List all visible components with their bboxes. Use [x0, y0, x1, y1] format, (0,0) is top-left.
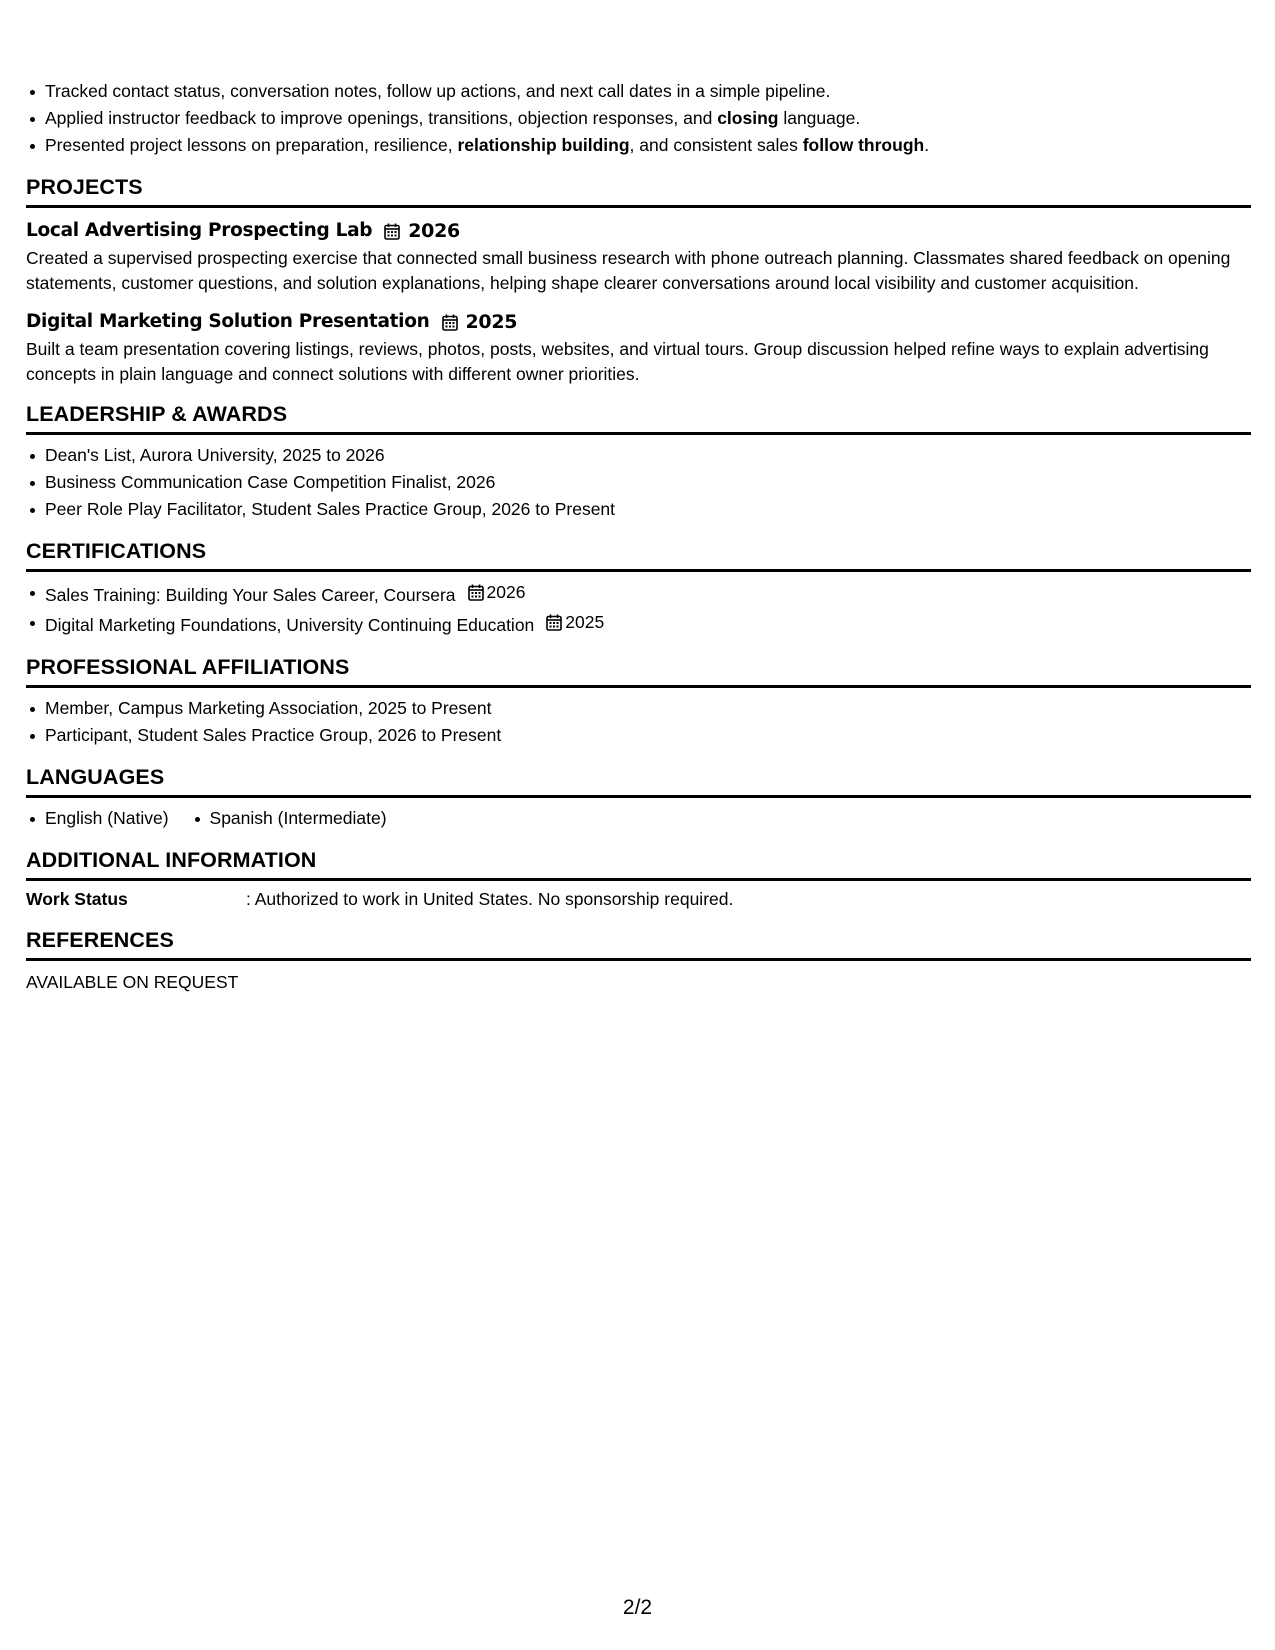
certification-year: 2026 [486, 582, 526, 602]
experience-bullet [26, 105, 1251, 132]
text-run: . [924, 135, 930, 155]
list-item: Peer Role Play Facilitator, Student Sales Practice Group, 2026 to Present [26, 496, 1251, 523]
project-description: Created a supervised prospecting exercise that connected small business research with phone outreach planning. Classmates shared feedback on opening statements, customer questions, and solution explanations, helping shape clearer conversations around local visibility and customer acquisition. [26, 248, 1231, 293]
certification-name: Digital Marketing Foundations, University Continuing Education [45, 615, 535, 635]
bold-text: relationship building [457, 135, 630, 155]
calendar-icon [468, 584, 484, 601]
experience-bullet [26, 78, 1251, 105]
affiliations-list [26, 695, 1251, 749]
list-item: Dean's List, Aurora University, 2025 to 2026 [26, 442, 1251, 469]
project-year: 2025 [465, 311, 518, 333]
experience-bullet-list [26, 78, 1251, 159]
project-year: 2026 [408, 220, 460, 242]
section-title-additional-info: ADDITIONAL INFORMATION [26, 846, 1251, 881]
certification-name: Sales Training: Building Your Sales Career, Coursera [45, 585, 456, 605]
section-title-certifications: CERTIFICATIONS [26, 537, 1251, 572]
work-status-row [26, 886, 1251, 912]
calendar-icon [546, 614, 562, 631]
list-item [26, 579, 1251, 609]
project-heading [26, 218, 1251, 244]
list-item: Participant, Student Sales Practice Group, 2026 to Present [26, 722, 1251, 749]
bold-text: closing [717, 108, 779, 128]
bold-text: follow through [802, 135, 925, 155]
experience-bullet [26, 132, 1251, 159]
references-section [26, 926, 1251, 995]
text-run: , and consistent sales [629, 135, 803, 155]
projects-section [26, 173, 1251, 386]
references-text: AVAILABLE ON REQUEST [26, 972, 239, 992]
text-run: Presented project lessons on preparation, resilience, [45, 135, 458, 155]
text-run: Tracked contact status, conversation notes, follow up actions, and next call dates in a simple pipeline. [45, 81, 831, 101]
additional-info-section [26, 846, 1251, 912]
affiliations-section [26, 653, 1251, 749]
calendar-icon [442, 314, 458, 331]
section-title-references: REFERENCES [26, 926, 1251, 961]
calendar-icon [384, 223, 400, 240]
section-title-projects: PROJECTS [26, 173, 1251, 208]
text-run: Applied instructor feedback to improve openings, transitions, objection responses, and [45, 108, 718, 128]
project-heading [26, 309, 1251, 335]
certifications-list [26, 579, 1251, 639]
list-item: Member, Campus Marketing Association, 2025 to Present [26, 695, 1251, 722]
page-number: 2/2 [622, 1596, 653, 1619]
certification-year: 2025 [565, 612, 605, 632]
work-status-label: Work Status [26, 889, 128, 909]
list-item: Business Communication Case Competition Finalist, 2026 [26, 469, 1251, 496]
languages-section [26, 763, 1251, 832]
leadership-list [26, 442, 1251, 523]
section-title-leadership: LEADERSHIP & AWARDS [26, 400, 1251, 435]
list-item [26, 609, 1251, 639]
leadership-section [26, 400, 1251, 523]
resume-page [26, 78, 1251, 995]
section-title-affiliations: PROFESSIONAL AFFILIATIONS [26, 653, 1251, 688]
language-item: Spanish (Intermediate) [191, 805, 387, 832]
languages-list [26, 805, 1251, 832]
text-run: language. [778, 108, 861, 128]
project-description: Built a team presentation covering listings, reviews, photos, posts, websites, and virtual tours. Group discussion helped refine ways to explain advertising concepts in plain language and connect solutions with different owner priorities. [26, 339, 1209, 384]
project-name: Local Advertising Prospecting Lab [26, 220, 373, 241]
language-item: English (Native) [26, 805, 169, 832]
project-name: Digital Marketing Solution Presentation [26, 311, 430, 332]
section-title-languages: LANGUAGES [26, 763, 1251, 798]
certifications-section [26, 537, 1251, 639]
work-status-value: : Authorized to work in United States. No sponsorship required. [246, 889, 734, 909]
